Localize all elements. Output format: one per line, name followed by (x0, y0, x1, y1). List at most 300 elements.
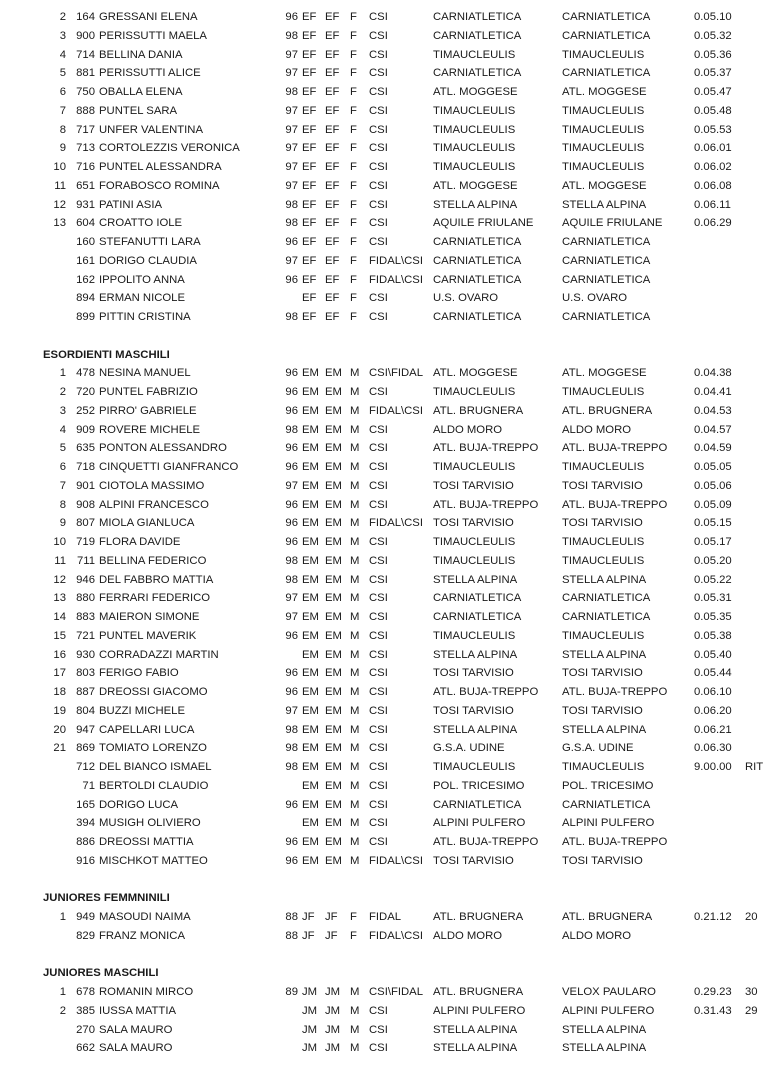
sex: M (350, 442, 360, 455)
category-code: EF (302, 198, 317, 211)
team: TIMAUCLEULIS (433, 536, 516, 548)
license: FIDAL\CSI (369, 854, 423, 867)
team: ALPINI PULFERO (433, 817, 526, 830)
section-spacer (0, 327, 780, 346)
license: CSI (369, 592, 388, 605)
society: TOSI TARVISIO (562, 854, 643, 867)
license: CSI (369, 1023, 388, 1036)
bib-number: 804 (76, 704, 95, 717)
category-group: EM (325, 554, 342, 567)
sex: F (350, 929, 357, 942)
category-group: JM (325, 1023, 341, 1036)
license: CSI (369, 217, 388, 230)
category-group: EM (325, 761, 342, 773)
section-title: ESORDIENTI MASCHILI (43, 348, 170, 361)
athlete-name: STEFANUTTI LARA (99, 236, 201, 248)
society: CARNIATLETICA (562, 254, 651, 267)
sex: M (350, 404, 360, 417)
finish-time: 0.06.30 (694, 742, 732, 755)
sex: M (350, 761, 360, 773)
sex: M (350, 836, 360, 848)
sex: F (350, 123, 357, 136)
bib-number: 385 (76, 1004, 95, 1017)
bib-number: 635 (76, 442, 95, 455)
athlete-name: MASOUDI NAIMA (99, 911, 191, 923)
category-code: EF (302, 292, 317, 305)
team: TIMAUCLEULIS (433, 629, 516, 642)
category-group: EM (325, 423, 342, 436)
category-code: EF (302, 161, 317, 173)
license: CSI (369, 292, 388, 305)
team: CARNIATLETICA (433, 592, 522, 605)
points: 20 (745, 911, 758, 923)
team: ALPINI PULFERO (433, 1004, 526, 1017)
finish-time: 0.05.48 (694, 104, 732, 117)
category-group: EM (325, 536, 342, 548)
team: CARNIATLETICA (433, 67, 522, 80)
category-code: EF (302, 29, 317, 42)
sex: M (350, 536, 360, 548)
license: FIDAL\CSI (369, 254, 423, 267)
finish-time: 0.06.08 (694, 179, 732, 192)
team: ATL. MOGGESE (433, 86, 518, 98)
section-title: JUNIORES MASCHILI (43, 967, 159, 980)
license: CSI (369, 798, 388, 811)
athlete-name: PUNTEL SARA (99, 104, 178, 117)
license: CSI\FIDAL (369, 367, 423, 380)
athlete-name: BERTOLDI CLAUDIO (99, 779, 209, 792)
birth-year: 96 (285, 854, 298, 867)
bib-number: 899 (76, 311, 95, 323)
athlete-name: ERMAN NICOLE (99, 292, 185, 305)
finish-time: 0.06.02 (694, 161, 732, 173)
sex: M (350, 629, 360, 642)
bib-number: 720 (76, 386, 95, 398)
finish-time: 0.06.29 (694, 217, 732, 230)
bib-number: 270 (76, 1023, 95, 1036)
athlete-name: ROVERE MICHELE (99, 423, 201, 436)
team: TOSI TARVISIO (433, 667, 514, 680)
team: TIMAUCLEULIS (433, 48, 516, 61)
result-row (0, 308, 780, 327)
category-group: EM (325, 817, 342, 830)
category-group: EM (325, 723, 342, 736)
birth-year: 98 (285, 217, 298, 230)
finish-time: 0.21.12 (694, 911, 732, 923)
society: ALPINI PULFERO (562, 1004, 655, 1017)
section-spacer (0, 946, 780, 965)
result-row (0, 64, 780, 83)
category-group: EM (325, 404, 342, 417)
rank: 19 (53, 704, 66, 717)
category-code: EF (302, 123, 317, 136)
team: ATL. BUJA-TREPPO (433, 498, 539, 511)
bib-number: 883 (76, 611, 95, 623)
category-code: EM (302, 611, 319, 623)
result-row (0, 458, 780, 477)
bib-number: 651 (76, 179, 95, 192)
team: ATL. MOGGESE (433, 179, 518, 192)
society: ATL. BRUGNERA (562, 911, 653, 923)
society: ATL. BUJA-TREPPO (562, 498, 668, 511)
team: POL. TRICESIMO (433, 779, 525, 792)
category-code: EM (302, 554, 319, 567)
bib-number: 803 (76, 667, 95, 680)
category-code: EM (302, 573, 319, 586)
result-row (0, 196, 780, 215)
team: STELLA ALPINA (433, 1023, 518, 1036)
category-group: EM (325, 386, 342, 398)
rank: 2 (59, 1004, 66, 1017)
society: ATL. MOGGESE (562, 86, 647, 98)
result-row (0, 852, 780, 871)
result-row (0, 158, 780, 177)
category-code: EM (302, 404, 319, 417)
category-group: EF (325, 254, 340, 267)
birth-year: 98 (285, 742, 298, 755)
sex: M (350, 592, 360, 605)
bib-number: 165 (76, 798, 95, 811)
category-group: EM (325, 854, 342, 867)
athlete-name: OBALLA ELENA (99, 86, 183, 98)
birth-year: 98 (285, 86, 298, 98)
sex: M (350, 1042, 360, 1055)
category-group: EM (325, 611, 342, 623)
category-code: EM (302, 723, 319, 736)
finish-time: 0.05.38 (694, 629, 732, 642)
rank: 2 (59, 386, 66, 398)
category-group: EF (325, 161, 340, 173)
category-group: EF (325, 29, 340, 42)
bib-number: 394 (76, 817, 95, 830)
athlete-name: CINQUETTI GIANFRANCO (99, 461, 239, 473)
society: CARNIATLETICA (562, 273, 651, 286)
sex: F (350, 292, 357, 305)
category-code: EF (302, 311, 317, 323)
result-row (0, 289, 780, 308)
rank: 1 (59, 367, 66, 380)
birth-year: 96 (285, 836, 298, 848)
society: TIMAUCLEULIS (562, 142, 645, 155)
athlete-name: UNFER VALENTINA (99, 123, 203, 136)
result-row (0, 439, 780, 458)
license: CSI (369, 686, 388, 698)
category-group: EM (325, 667, 342, 680)
result-row (0, 514, 780, 533)
category-group: EF (325, 217, 340, 230)
team: STELLA ALPINA (433, 1042, 518, 1055)
birth-year: 97 (285, 67, 298, 80)
sex: M (350, 742, 360, 755)
birth-year: 97 (285, 254, 298, 267)
category-group: EF (325, 198, 340, 211)
category-code: EM (302, 667, 319, 680)
team: ATL. BRUGNERA (433, 986, 524, 998)
sex: F (350, 67, 357, 80)
athlete-name: BELLINA FEDERICO (99, 554, 207, 567)
bib-number: 880 (76, 592, 95, 605)
result-row (0, 1002, 780, 1021)
category-code: EM (302, 854, 319, 867)
license: CSI (369, 11, 388, 23)
result-row (0, 927, 780, 946)
team: G.S.A. UDINE (433, 742, 505, 755)
team: CARNIATLETICA (433, 311, 522, 323)
society: CARNIATLETICA (562, 11, 651, 23)
result-row (0, 233, 780, 252)
bib-number: 662 (76, 1042, 95, 1055)
category-code: EM (302, 817, 319, 830)
section-title: JUNIORES FEMMNINILI (43, 892, 170, 905)
result-row (0, 121, 780, 140)
finish-time: 0.05.15 (694, 517, 732, 530)
result-row (0, 908, 780, 927)
result-row (0, 364, 780, 383)
finish-time: 0.05.17 (694, 536, 732, 548)
category-group: EF (325, 11, 340, 23)
society: CARNIATLETICA (562, 798, 651, 811)
sex: F (350, 48, 357, 61)
rank: 12 (53, 198, 66, 211)
team: TIMAUCLEULIS (433, 161, 516, 173)
society: CARNIATLETICA (562, 67, 651, 80)
society: ALDO MORO (562, 423, 632, 436)
society: TIMAUCLEULIS (562, 536, 645, 548)
rank: 20 (53, 723, 66, 736)
category-group: EF (325, 123, 340, 136)
result-row (0, 627, 780, 646)
result-row (0, 139, 780, 158)
license: CSI (369, 479, 388, 492)
athlete-name: BUZZI MICHELE (99, 704, 185, 717)
license: CSI (369, 198, 388, 211)
finish-time: 0.05.40 (694, 648, 732, 661)
result-row (0, 477, 780, 496)
team: TOSI TARVISIO (433, 479, 514, 492)
sex: F (350, 198, 357, 211)
birth-year: 96 (285, 461, 298, 473)
category-code: EM (302, 386, 319, 398)
athlete-name: DEL BIANCO ISMAEL (99, 761, 212, 773)
rank: 9 (59, 142, 66, 155)
birth-year: 96 (285, 667, 298, 680)
category-group: EM (325, 479, 342, 492)
athlete-name: TOMIATO LORENZO (99, 742, 207, 755)
category-group: EM (325, 367, 342, 380)
result-row (0, 646, 780, 665)
team: ATL. BUJA-TREPPO (433, 442, 539, 455)
bib-number: 908 (76, 498, 95, 511)
rank: 6 (59, 461, 66, 473)
society: VELOX PAULARO (562, 986, 656, 998)
rank: 6 (59, 86, 66, 98)
sex: M (350, 573, 360, 586)
society: ATL. BUJA-TREPPO (562, 686, 668, 698)
category-code: JM (302, 1042, 318, 1055)
finish-time: 0.05.35 (694, 611, 732, 623)
athlete-name: FLORA DAVIDE (99, 536, 181, 548)
athlete-name: FRANZ MONICA (99, 929, 185, 942)
birth-year: 97 (285, 592, 298, 605)
category-code: EM (302, 836, 319, 848)
birth-year: 96 (285, 236, 298, 248)
bib-number: 888 (76, 104, 95, 117)
category-code: EF (302, 217, 317, 230)
category-code: EM (302, 648, 319, 661)
society: CARNIATLETICA (562, 611, 651, 623)
athlete-name: PATINI ASIA (99, 198, 162, 211)
athlete-name: IPPOLITO ANNA (99, 273, 185, 286)
birth-year: 96 (285, 686, 298, 698)
result-row (0, 608, 780, 627)
category-group: EF (325, 273, 340, 286)
athlete-name: MAIERON SIMONE (99, 611, 200, 623)
finish-time: 0.04.38 (694, 367, 732, 380)
sex: M (350, 817, 360, 830)
result-row (0, 421, 780, 440)
team: TOSI TARVISIO (433, 704, 514, 717)
license: CSI (369, 161, 388, 173)
team: CARNIATLETICA (433, 254, 522, 267)
category-code: JM (302, 1023, 318, 1036)
bib-number: 711 (76, 554, 95, 567)
category-code: EF (302, 142, 317, 155)
society: STELLA ALPINA (562, 198, 647, 211)
finish-time: 0.04.59 (694, 442, 732, 455)
category-code: EM (302, 479, 319, 492)
category-group: EM (325, 573, 342, 586)
team: TIMAUCLEULIS (433, 461, 516, 473)
team: CARNIATLETICA (433, 11, 522, 23)
sex: M (350, 667, 360, 680)
bib-number: 947 (76, 723, 95, 736)
bib-number: 478 (76, 367, 95, 380)
team: U.S. OVARO (433, 292, 499, 305)
bib-number: 881 (76, 67, 95, 80)
bib-number: 829 (76, 929, 95, 942)
athlete-name: FERIGO FABIO (99, 667, 179, 680)
birth-year: 96 (285, 367, 298, 380)
sex: F (350, 236, 357, 248)
license: CSI (369, 554, 388, 567)
team: ATL. BUJA-TREPPO (433, 836, 539, 848)
license: CSI (369, 29, 388, 42)
team: STELLA ALPINA (433, 723, 518, 736)
society: CARNIATLETICA (562, 592, 651, 605)
bib-number: 721 (76, 629, 95, 642)
category-group: EM (325, 461, 342, 473)
birth-year: 96 (285, 404, 298, 417)
finish-time: 0.06.21 (694, 723, 732, 736)
category-group: EM (325, 798, 342, 811)
finish-time: 0.05.20 (694, 554, 732, 567)
license: CSI (369, 742, 388, 755)
rank: 18 (53, 686, 66, 698)
rank: 16 (53, 648, 66, 661)
category-code: JM (302, 1004, 318, 1017)
finish-time: 0.04.57 (694, 423, 732, 436)
points: 29 (745, 1004, 758, 1017)
society: STELLA ALPINA (562, 723, 647, 736)
category-group: EM (325, 742, 342, 755)
license: CSI\FIDAL (369, 986, 423, 998)
athlete-name: DREOSSI GIACOMO (99, 686, 208, 698)
result-row (0, 271, 780, 290)
category-group: EM (325, 836, 342, 848)
athlete-name: SALA MAURO (99, 1042, 173, 1055)
category-code: EM (302, 367, 319, 380)
athlete-name: DORIGO LUCA (99, 798, 179, 811)
bib-number: 252 (76, 404, 95, 417)
birth-year: 88 (285, 929, 298, 942)
society: CARNIATLETICA (562, 236, 651, 248)
category-code: EF (302, 48, 317, 61)
rank: 14 (53, 611, 66, 623)
bib-number: 807 (76, 517, 95, 530)
rank: 5 (59, 442, 66, 455)
birth-year: 96 (285, 517, 298, 530)
athlete-name: IUSSA MATTIA (99, 1004, 176, 1017)
finish-time: 0.05.36 (694, 48, 732, 61)
rank: 7 (59, 479, 66, 492)
sex: F (350, 273, 357, 286)
birth-year: 98 (285, 554, 298, 567)
category-code: EM (302, 742, 319, 755)
bib-number: 949 (76, 911, 95, 923)
category-group: JM (325, 1004, 341, 1017)
category-code: EM (302, 423, 319, 436)
category-group: EF (325, 104, 340, 117)
category-code: EM (302, 686, 319, 698)
sex: M (350, 498, 360, 511)
result-row (0, 721, 780, 740)
sex: M (350, 1004, 360, 1017)
result-row (0, 1021, 780, 1040)
sex: M (350, 854, 360, 867)
birth-year: 98 (285, 423, 298, 436)
license: CSI (369, 836, 388, 848)
license: CSI (369, 648, 388, 661)
athlete-name: CORTOLEZZIS VERONICA (99, 142, 240, 155)
athlete-name: PUNTEL MAVERIK (99, 629, 197, 642)
category-code: JF (302, 911, 315, 923)
bib-number: 712 (76, 761, 95, 773)
team: ALDO MORO (433, 423, 503, 436)
result-row (0, 983, 780, 1002)
bib-number: 162 (76, 273, 95, 286)
finish-time: 0.05.53 (694, 123, 732, 136)
rank: 4 (59, 423, 66, 436)
sex: F (350, 161, 357, 173)
bib-number: 930 (76, 648, 95, 661)
category-code: EM (302, 536, 319, 548)
society: G.S.A. UDINE (562, 742, 634, 755)
category-group: EM (325, 704, 342, 717)
bib-number: 901 (76, 479, 95, 492)
category-code: EM (302, 779, 319, 792)
rank: 13 (53, 217, 66, 230)
team: TIMAUCLEULIS (433, 123, 516, 136)
birth-year: 96 (285, 273, 298, 286)
society: TIMAUCLEULIS (562, 386, 645, 398)
bib-number: 716 (76, 161, 95, 173)
sex: F (350, 911, 357, 923)
result-row (0, 796, 780, 815)
license: FIDAL\CSI (369, 929, 423, 942)
athlete-name: ALPINI FRANCESCO (99, 498, 209, 511)
finish-time: 0.04.41 (694, 386, 732, 398)
society: STELLA ALPINA (562, 1023, 647, 1036)
